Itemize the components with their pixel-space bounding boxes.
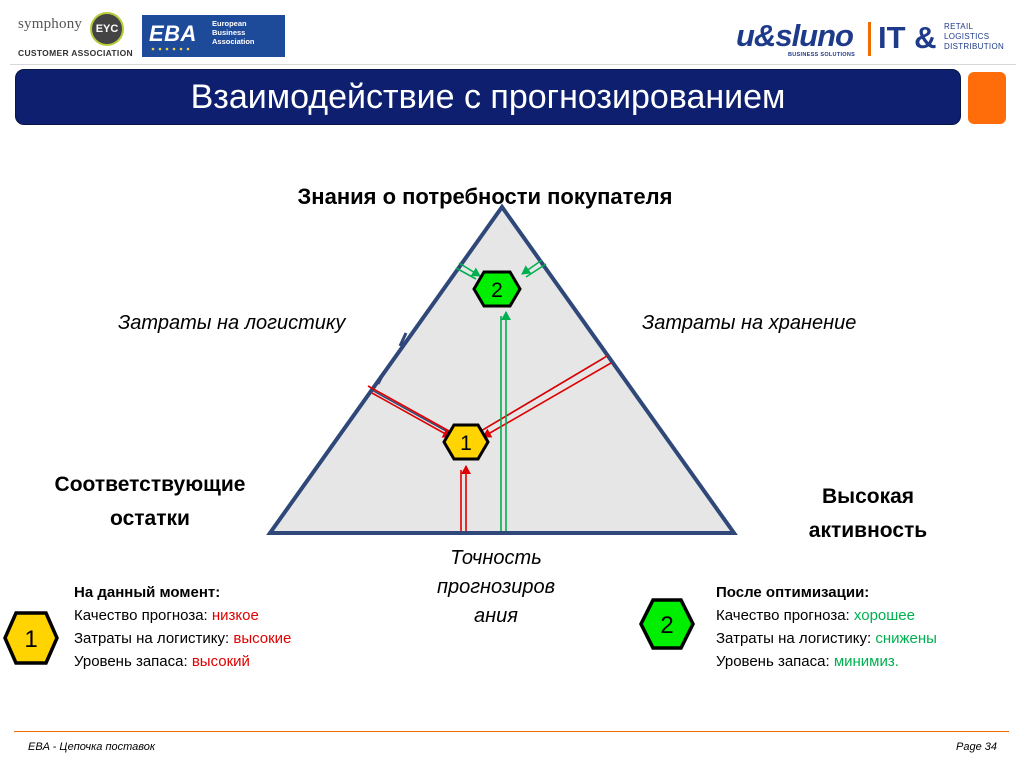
node-1 [444, 425, 488, 459]
rld-line: DISTRIBUTION [944, 42, 1005, 51]
node-2 [474, 272, 520, 306]
symphony-word: symphony [18, 16, 83, 32]
eba-wordmark: EBA [149, 21, 197, 46]
current-state-heading: На данный момент: [74, 584, 221, 601]
rld-line: RETAIL [944, 22, 974, 31]
triangle [270, 207, 734, 533]
info-row-value: минимиз. [833, 653, 899, 670]
info-row-value: высокие [233, 630, 292, 647]
info-row-label: Качество прогноза: [716, 607, 854, 624]
info-row-value: низкое [211, 607, 259, 624]
it-wordmark: IT & [878, 20, 937, 55]
storage-costs-label: Затраты на хранение [642, 312, 857, 334]
info-row [716, 627, 937, 650]
eba-line: Association [212, 37, 255, 46]
info-row-label: Качество прогноза: [74, 607, 212, 624]
eyc-badge: EYC [90, 12, 124, 46]
high-activity-label: Высокая активность [808, 485, 928, 542]
optimized-state-info [716, 581, 937, 673]
customer-association-text: CUSTOMER ASSOCIATION [18, 48, 133, 58]
badge-1-label: 1 [24, 626, 38, 653]
forecast-accuracy-label: Точность прогнозиров ания [436, 547, 556, 627]
page-number: Page 34 [956, 741, 997, 753]
info-row-value: снижены [875, 630, 937, 647]
footer-caption: EBA - Цепочка поставок [28, 741, 156, 753]
badge-1 [5, 613, 57, 663]
optimized-state-heading: После оптимизации: [716, 584, 870, 601]
customer-demand-knowledge-label: Знания о потребности покупателя [297, 184, 673, 209]
eba-line: Business [212, 28, 246, 37]
badge-2-label: 2 [660, 612, 674, 639]
info-row [716, 604, 937, 627]
badge-2 [641, 600, 693, 648]
eba-line: European [212, 19, 247, 28]
node-1-label: 1 [460, 432, 472, 455]
info-row-label: Затраты на логистику: [74, 630, 234, 647]
info-row [716, 650, 937, 673]
business-solutions-text: BUSINESS SOLUTIONS [788, 52, 856, 58]
info-row [74, 627, 291, 650]
usluno-wordmark: u&sluno [736, 18, 853, 53]
appropriate-stock-label: Соответствующие остатки [54, 473, 246, 530]
footer-divider [14, 731, 1009, 732]
info-row [74, 604, 291, 627]
slide-title: Взаимодействие с прогнозированием [190, 78, 786, 116]
info-row-value: хорошее [853, 607, 915, 624]
info-row-label: Затраты на логистику: [716, 630, 876, 647]
node-2-label: 2 [491, 279, 503, 302]
info-row [74, 650, 291, 673]
info-row-value: высокий [191, 653, 250, 670]
current-state-info [74, 581, 291, 673]
info-row-label: Уровень запаса: [74, 653, 192, 670]
info-row-label: Уровень запаса: [716, 653, 834, 670]
logistics-costs-label: Затраты на логистику [118, 312, 346, 334]
rld-line: LOGISTICS [944, 32, 990, 41]
